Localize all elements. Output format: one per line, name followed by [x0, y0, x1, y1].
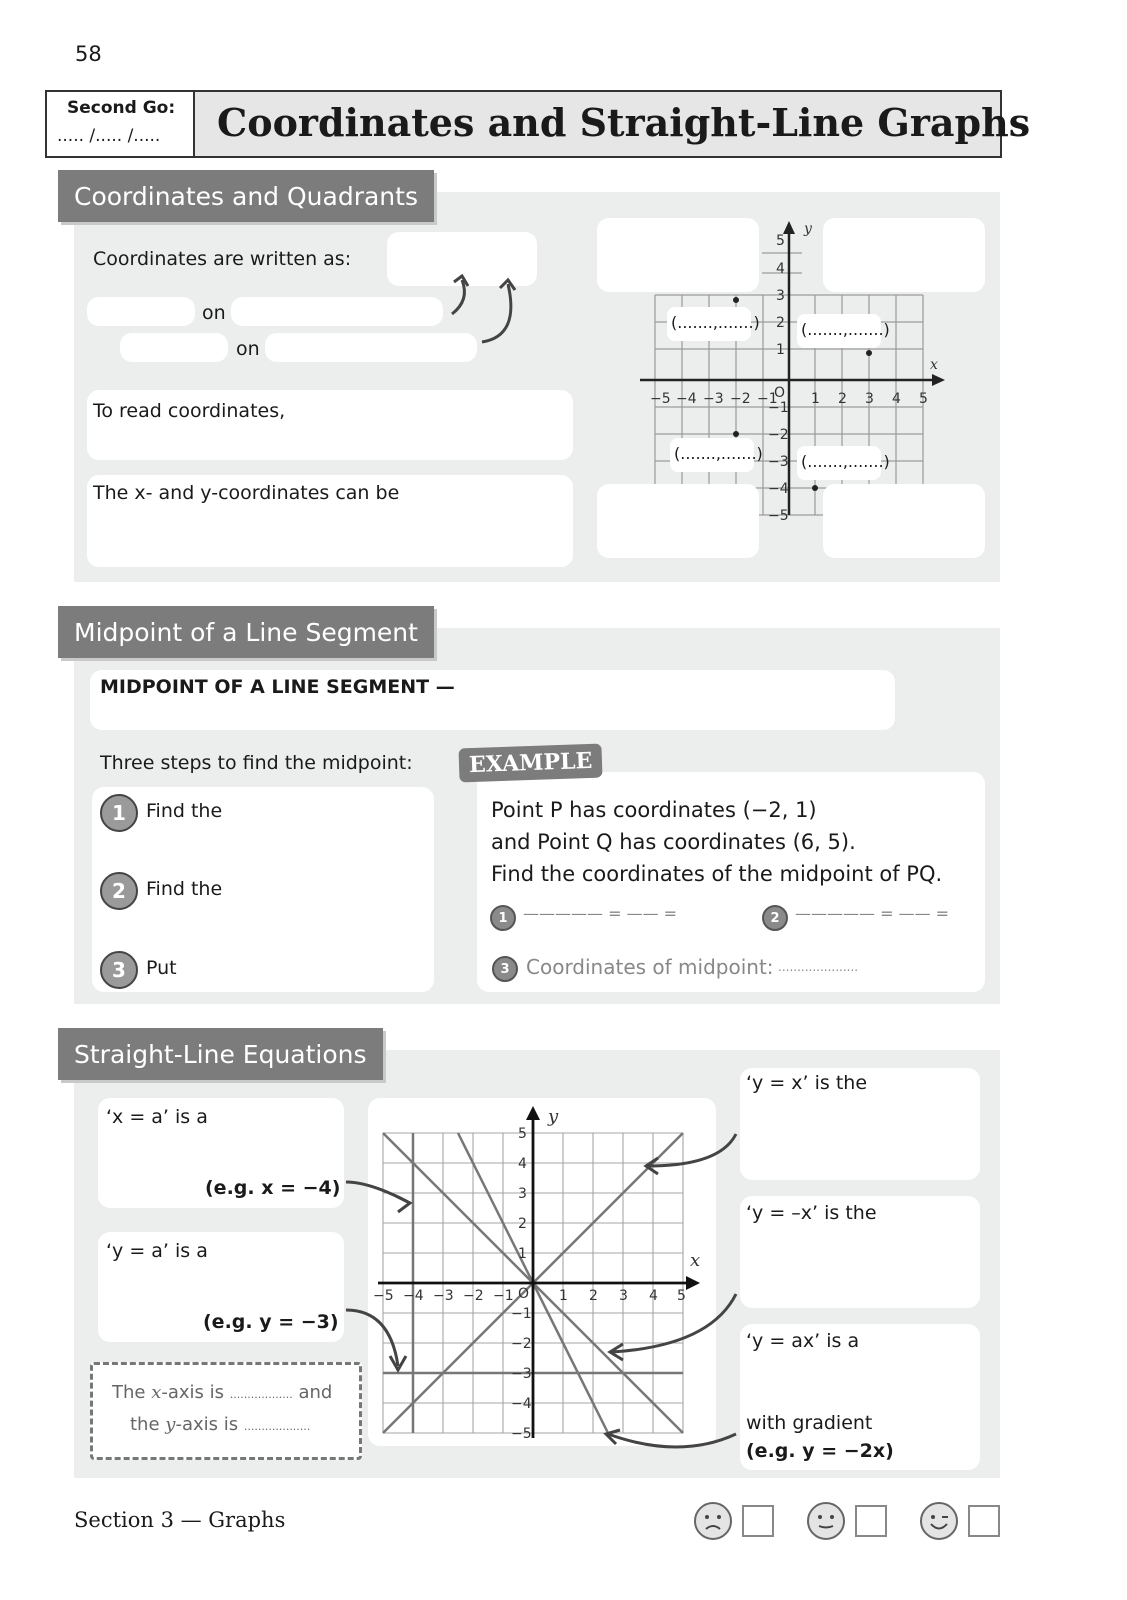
coordinate-blank: (.......,.......)	[801, 320, 890, 339]
x-equals-a-text: ‘x = a’ is a	[106, 1106, 208, 1128]
x-tick-label: −5	[373, 1288, 394, 1304]
x-tick-label: −4	[676, 391, 697, 407]
y-equals-a-text: ‘y = a’ is a	[106, 1240, 208, 1262]
y-tick-label: −2	[511, 1336, 532, 1352]
y-tick-label: 3	[776, 288, 785, 304]
sad-face-checkbox[interactable]	[742, 1505, 774, 1537]
neutral-face-icon	[807, 1502, 845, 1540]
midpoint-answer-blank[interactable]: .....................	[778, 960, 859, 974]
x-tick-label: −2	[463, 1288, 484, 1304]
origin-label: O	[774, 385, 786, 401]
sad-face-icon	[694, 1502, 732, 1540]
x-tick-label: 2	[589, 1288, 598, 1304]
blank-box[interactable]	[120, 333, 228, 362]
read-coordinates-text: To read coordinates,	[93, 400, 286, 422]
on-label: on	[202, 302, 226, 324]
coordinate-answer-box[interactable]	[667, 307, 760, 341]
origin-label: O	[518, 1286, 530, 1302]
coordinates-written-as: Coordinates are written as:	[93, 248, 352, 270]
coordinate-blank: (.......,.......)	[801, 452, 890, 471]
section-tab-coordinates: Coordinates and Quadrants	[58, 170, 434, 222]
y-axis-label: y	[804, 221, 812, 237]
happy-face-icon	[920, 1502, 958, 1540]
y-tick-label: −2	[768, 427, 789, 443]
y-tick-label: 2	[518, 1216, 527, 1232]
step-number: 3	[100, 951, 138, 989]
header-bar	[45, 90, 1031, 158]
steps-intro: Three steps to find the midpoint:	[100, 752, 413, 774]
working-step-number: 2	[762, 905, 788, 931]
x-tick-label: −2	[730, 391, 751, 407]
second-go-label: Second Go:	[67, 98, 176, 118]
y-tick-label: 4	[776, 261, 785, 277]
x-equals-a-example: (e.g. x = −4)	[205, 1177, 341, 1199]
example-line: Find the coordinates of the midpoint of PQ.	[491, 862, 943, 886]
midpoint-answer-label: Coordinates of midpoint:	[526, 955, 774, 979]
quadrant-label-box[interactable]	[823, 218, 985, 292]
coordinate-answer-box[interactable]	[670, 438, 763, 472]
example-line: Point P has coordinates (−2, 1)	[491, 798, 817, 822]
y-tick-label: 1	[776, 342, 785, 358]
y-tick-label: 5	[776, 233, 785, 249]
x-tick-label: −1	[493, 1288, 514, 1304]
y-tick-label: −4	[511, 1396, 532, 1412]
section-tab-equations: Straight-Line Equations	[58, 1028, 383, 1080]
x-tick-label: 1	[559, 1288, 568, 1304]
axis-note-line: the y-axis is ...................	[130, 1414, 311, 1435]
x-tick-label: 1	[811, 391, 820, 407]
blank-box[interactable]	[87, 297, 195, 326]
happy-face-checkbox[interactable]	[968, 1505, 1000, 1537]
y-tick-label: −1	[768, 400, 789, 416]
y-tick-label: −5	[768, 508, 789, 524]
coordinate-blank: (.......,.......)	[671, 313, 760, 332]
y-tick-label: 1	[518, 1246, 527, 1262]
steps-box[interactable]	[92, 787, 434, 992]
second-go-date: ..... /..... /.....	[57, 126, 161, 146]
x-tick-label: 5	[919, 391, 928, 407]
blank-box[interactable]	[231, 297, 443, 326]
quadrant-label-box[interactable]	[597, 218, 759, 292]
page-title: Coordinates and Straight-Line Graphs	[217, 100, 1031, 145]
quadrant-label-box[interactable]	[597, 484, 759, 558]
step-text: Find the	[146, 800, 223, 822]
y-equals-x-text: ‘y = x’ is the	[746, 1072, 868, 1094]
x-axis-label: x	[690, 1250, 701, 1271]
x-tick-label: 4	[649, 1288, 658, 1304]
working-step-number: 1	[490, 905, 516, 931]
step-number: 2	[100, 872, 138, 910]
y-tick-label: −1	[511, 1306, 532, 1322]
coordinate-answer-box[interactable]	[797, 314, 890, 348]
example-label: EXAMPLE	[458, 744, 602, 783]
x-tick-label: 5	[677, 1288, 686, 1304]
y-equals-a-example: (e.g. y = −3)	[203, 1311, 339, 1333]
coordinate-answer-box[interactable]	[797, 446, 890, 480]
y-tick-label: 4	[518, 1156, 527, 1172]
y-tick-label: 2	[776, 315, 785, 331]
x-tick-label: 3	[865, 391, 874, 407]
y-tick-label: 3	[518, 1186, 527, 1202]
curved-arrows	[440, 270, 530, 360]
y-equals-ax-text: ‘y = ax’ is a	[746, 1330, 860, 1352]
x-tick-label: 4	[892, 391, 901, 407]
x-tick-label: −5	[650, 391, 671, 407]
coordinate-blank: (.......,.......)	[674, 444, 763, 463]
second-go-box	[47, 92, 195, 156]
page-number: 58	[75, 42, 102, 66]
footer-section: Section 3 — Graphs	[74, 1508, 286, 1532]
axis-note-box	[90, 1362, 362, 1460]
working-line: ————— = —— =	[523, 904, 678, 923]
coordinates-can-be-text: The x- and y-coordinates can be	[93, 482, 400, 504]
y-equals-ax-example: (e.g. y = −2x)	[746, 1440, 894, 1462]
on-label: on	[236, 338, 260, 360]
y-tick-label: −5	[511, 1426, 532, 1442]
neutral-face-checkbox[interactable]	[855, 1505, 887, 1537]
section-tab-midpoint: Midpoint of a Line Segment	[58, 606, 434, 658]
step-text: Put	[146, 957, 177, 979]
x-axis-label: x	[930, 357, 938, 373]
midpoint-definition: MIDPOINT OF A LINE SEGMENT —	[100, 676, 455, 698]
working-line: ————— = —— =	[795, 904, 950, 923]
y-equals-neg-x-text: ‘y = –x’ is the	[746, 1202, 877, 1224]
x-tick-label: −3	[703, 391, 724, 407]
working-step-number: 3	[492, 956, 518, 982]
step-text: Find the	[146, 878, 223, 900]
x-tick-label: −3	[433, 1288, 454, 1304]
x-tick-label: −4	[403, 1288, 424, 1304]
x-tick-label: 2	[838, 391, 847, 407]
x-tick-label: 3	[619, 1288, 628, 1304]
x-tick-label: −1	[757, 391, 778, 407]
y-tick-label: −3	[768, 454, 789, 470]
y-tick-label: −4	[768, 481, 789, 497]
y-tick-label: −3	[511, 1366, 532, 1382]
quadrant-label-box[interactable]	[823, 484, 985, 558]
y-tick-label: 5	[518, 1126, 527, 1142]
axis-note-line: The x-axis is .................. and	[112, 1382, 333, 1403]
example-line: and Point Q has coordinates (6, 5).	[491, 830, 856, 854]
with-gradient-text: with gradient	[746, 1412, 873, 1434]
y-axis-label: y	[548, 1106, 559, 1127]
pointer-arrows	[340, 1120, 750, 1460]
step-number: 1	[100, 794, 138, 832]
